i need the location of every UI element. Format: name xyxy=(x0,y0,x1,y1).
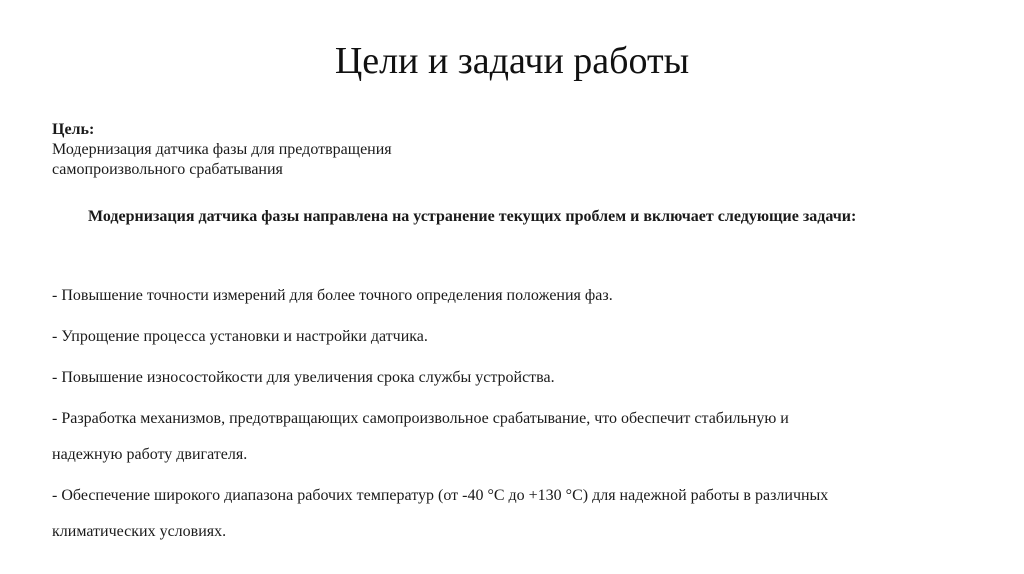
task-item: - Упрощение процесса установки и настройки датчика. xyxy=(52,328,428,345)
task-item: - Разработка механизмов, предотвращающих самопроизвольное срабатывание, что обеспечит стабильную и надежную работу двигателя. xyxy=(52,410,789,463)
task-item: - Повышение износостойкости для увеличения срока службы устройства. xyxy=(52,369,555,386)
task-item: - Повышение точности измерений для более точного определения положения фаз. xyxy=(52,287,613,304)
task-item: - Обеспечение широкого диапазона рабочих температур (от -40 °C до +130 °C) для надежной работы в различных климатических условиях. xyxy=(52,487,829,540)
goal-block xyxy=(52,120,752,180)
task-list xyxy=(52,278,842,555)
tasks-intro: Модернизация датчика фазы направлена на устранение текущих проблем и включает следующие задачи: xyxy=(88,208,857,225)
goal-label: Цель: xyxy=(52,121,95,138)
slide-title: Цели и задачи работы xyxy=(334,40,690,82)
goal-text: Модернизация датчика фазы для предотвращения самопроизвольного срабатывания xyxy=(52,141,392,178)
